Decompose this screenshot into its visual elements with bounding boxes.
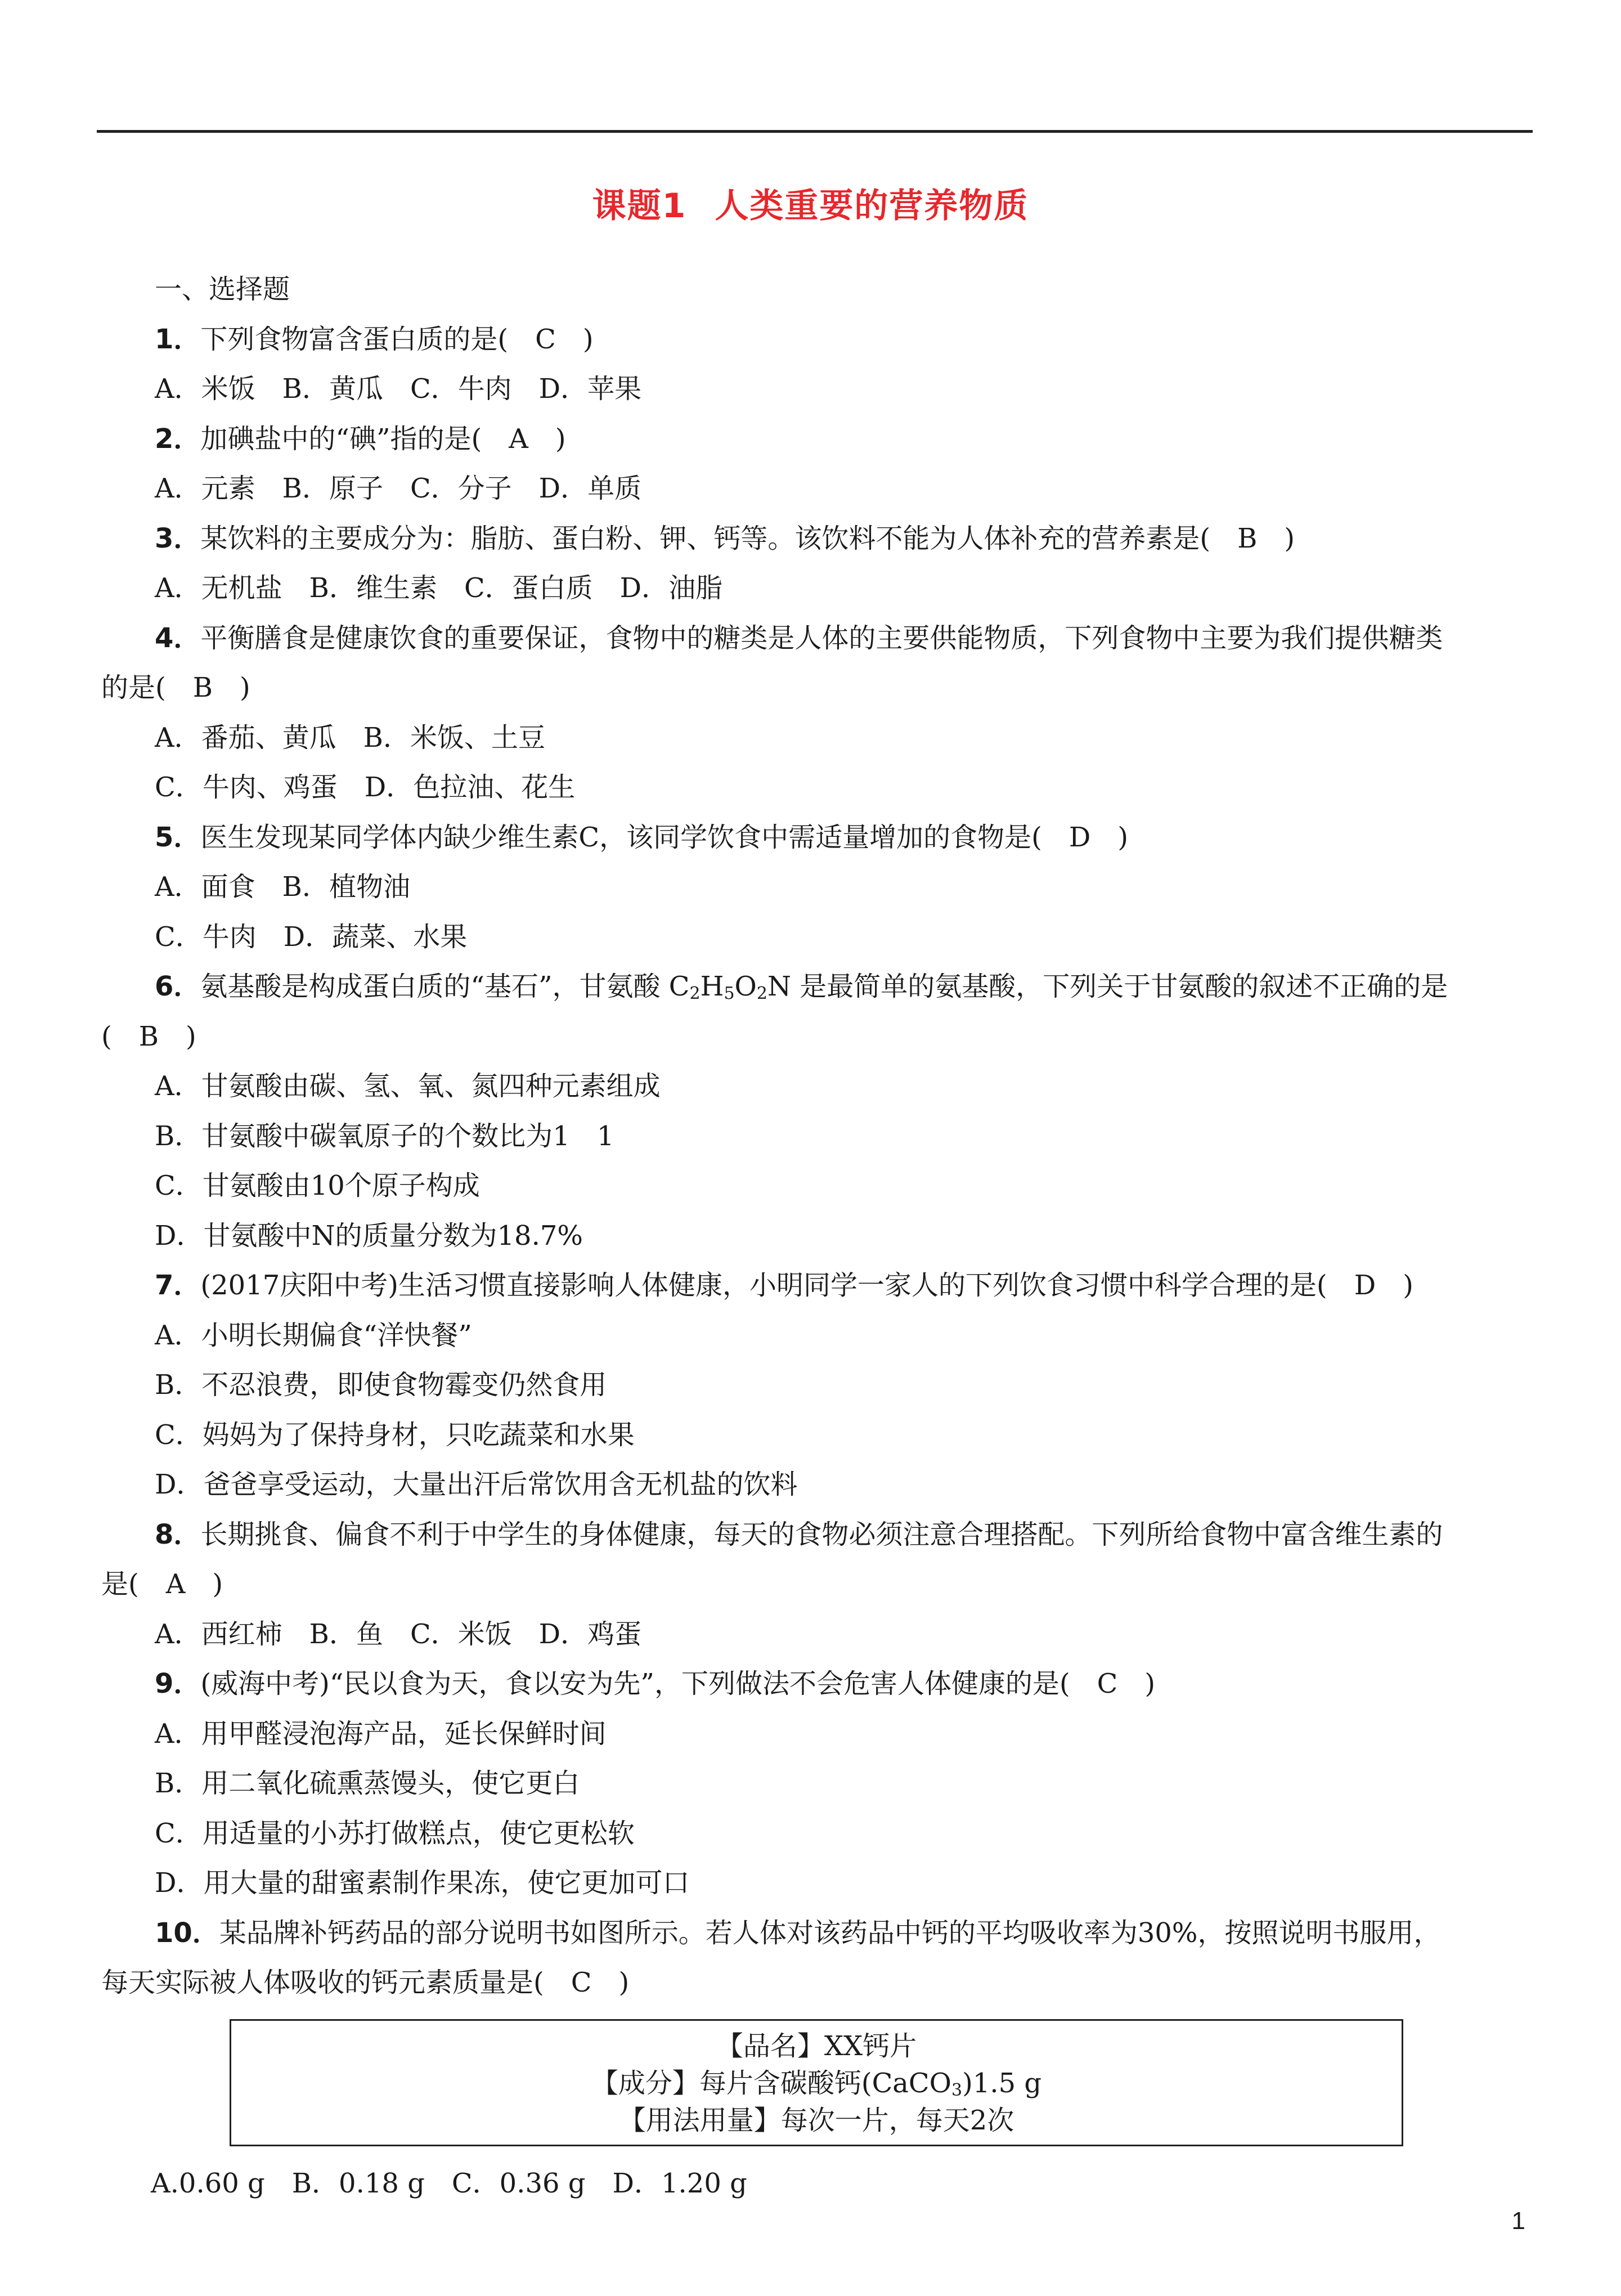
question-8: 8．长期挑食、偏食不利于中学生的身体健康，每天的食物必须注意合理搭配。下列所给食物中富含维生素的: [155, 1518, 1443, 1550]
question-9-option-c: C．用适量的小苏打做糕点，使它更松软: [155, 1817, 635, 1849]
question-6: 6．氨基酸是构成蛋白质的“基石”，甘氨酸 $C_2H_5O_2N$ 是最简单的氨基酸，下列关于甘氨酸的叙述不正确的是: [155, 971, 1448, 1003]
question-6-continuation: ( B ): [101, 1020, 196, 1052]
question-2-options: A．元素 B．原子 C．分子 D．单质: [155, 473, 642, 504]
question-9: 9．(威海中考)“民以食为天，食以安为先”，下列做法不会危害人体健康的是( C ): [155, 1668, 1156, 1699]
question-7-option-b: B．不忍浪费，即使食物霉变仍然食用: [155, 1369, 607, 1401]
question-5-options-a: A．面食 B．植物油: [155, 871, 410, 903]
question-7-option-d: D．爸爸享受运动，大量出汗后常饮用含无机盐的饮料: [155, 1469, 798, 1500]
question-5: 5．医生发现某同学体内缺少维生素C，该同学饮食中需适量增加的食物是( D ): [155, 821, 1129, 853]
question-3-options: A．无机盐 B．维生素 C．蛋白质 D．油脂: [155, 572, 723, 604]
section-heading: 一、选择题: [155, 273, 290, 305]
question-10-continuation: 每天实际被人体吸收的钙元素质量是( C ): [101, 1967, 630, 1998]
label-product-name: 【品名】XX钙片: [716, 2030, 917, 2062]
question-7-option-c: C．妈妈为了保持身材，只吃蔬菜和水果: [155, 1419, 635, 1451]
question-3: 3．某饮料的主要成分为：脂肪、蛋白粉、钾、钙等。该饮料不能为人体补充的营养素是( B ): [155, 522, 1295, 554]
question-9-option-a: A．用甲醛浸泡海产品，延长保鲜时间: [155, 1717, 607, 1750]
question-1: 1．下列食物富含蛋白质的是( C ): [155, 323, 594, 355]
question-list: [101, 264, 1530, 2208]
question-6-option-a: A．甘氨酸由碳、氢、氧、氮四种元素组成: [155, 1070, 661, 1102]
question-9-option-d: D．用大量的甜蜜素制作果冻，使它更加可口: [155, 1867, 690, 1899]
question-1-options: A．米饭 B．黄瓜 C．牛肉 D．苹果: [155, 373, 642, 405]
question-4-options-b: C．牛肉、鸡蛋 D．色拉油、花生: [155, 772, 576, 803]
page-number: 1: [1511, 2207, 1525, 2235]
question-9-option-b: B．用二氧化硫熏蒸馒头，使它更白: [155, 1768, 580, 1799]
question-5-options-b: C．牛肉 D．蔬菜、水果: [155, 921, 468, 953]
question-7-option-a: A．小明长期偏食“洋快餐”: [155, 1319, 472, 1351]
question-8-options: A．西红柿 B．鱼 C．米饭 D．鸡蛋: [155, 1618, 642, 1650]
question-6-option-c: C．甘氨酸由10个原子构成: [155, 1170, 480, 1201]
question-10-options: A.0.60 g B．0.18 g C．0.36 g D．1.20 g: [151, 2167, 747, 2199]
question-7: 7．(2017庆阳中考)生活习惯直接影响人体健康，小明同学一家人的下列饮食习惯中科学合理的是( D ): [155, 1270, 1413, 1301]
question-4: 4．平衡膳食是健康饮食的重要保证，食物中的糖类是人体的主要供能物质，下列食物中主要为我们提供糖类: [155, 622, 1443, 654]
question-6-option-b: B．甘氨酸中碳氧原子的个数比为1 1: [155, 1120, 614, 1152]
title-text: 人类重要的营养物质: [715, 186, 1029, 226]
question-8-continuation: 是( A ): [101, 1568, 223, 1600]
question-10: 10．某品牌补钙药品的部分说明书如图所示。若人体对该药品中钙的平均吸收率为30%，按照说明书服用，: [155, 1917, 1441, 1949]
question-4-options-a: A．番茄、黄瓜 B．米饭、土豆: [155, 721, 545, 754]
drug-label-box: [230, 2019, 1403, 2146]
question-4-continuation: 的是( B ): [101, 672, 250, 703]
label-dosage: 【用法用量】每次一片，每天2次: [618, 2104, 1014, 2136]
page-title: [0, 179, 1621, 227]
question-6-option-d: D．甘氨酸中N的质量分数为18.7%: [155, 1219, 583, 1252]
label-ingredient: 【成分】每片含碳酸钙(CaCO$_3$)1.5 g: [591, 2067, 1042, 2100]
question-2: 2．加碘盐中的“碘”指的是( A ): [155, 423, 566, 455]
glycine-formula: $C_2H_5O_2N$: [668, 971, 791, 1003]
title-number: 课题1: [592, 186, 687, 226]
header-rule: [97, 130, 1533, 133]
